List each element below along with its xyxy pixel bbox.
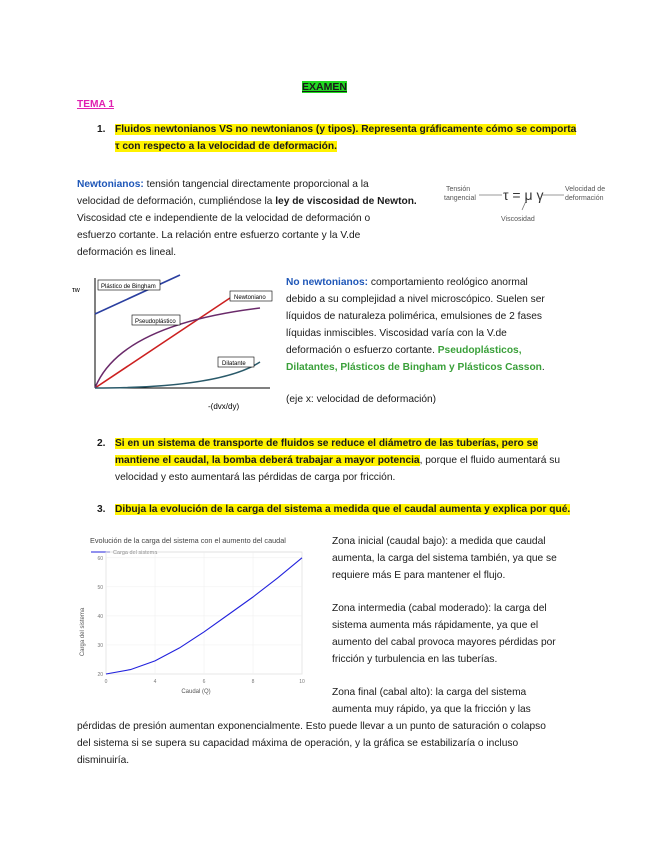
question-3: Dibuja la evolución de la carga del sistema a medida que el caudal aumenta y explica por qué.: [115, 504, 571, 515]
load-chart-title: Evolución de la carga del sistema con el aumento del caudal: [90, 536, 286, 545]
load-x-tick-label: 4: [153, 679, 157, 685]
load-x-tick-label: 8: [251, 679, 255, 685]
page-title: EXAMEN: [302, 81, 347, 93]
load-y-tick-label: 50: [97, 584, 103, 591]
question-2-number: 2.: [97, 438, 106, 449]
load-legend-label: Carga del sistema: [113, 550, 158, 556]
load-y-label: Carga del sistema: [80, 607, 86, 657]
question-3-number: 3.: [97, 504, 106, 515]
load-x-tick-label: 10: [299, 679, 305, 685]
section-heading: TEMA 1: [77, 99, 114, 110]
dilatant-label: Dilatante: [222, 361, 246, 367]
formula-left-label-2: tangencial: [444, 195, 476, 202]
question-1: [115, 121, 585, 155]
newtonian-label-box: Newtoniano: [234, 295, 266, 301]
newtonian-label: Newtonianos:: [77, 179, 144, 190]
newtonian-line: [95, 298, 230, 388]
formula-right-label-1: Velocidad de: [565, 186, 606, 193]
formula-right-label-2: deformación: [565, 195, 604, 202]
formula-below-label: Viscosidad: [501, 216, 535, 223]
load-y-tick-label: 30: [97, 642, 103, 649]
zone-final-start: Zona final (cabal alto): la carga del sistema aumenta muy rápido, ya que la fricción y las: [332, 687, 531, 715]
load-x-tick-label: 6: [202, 679, 206, 685]
non-newtonian-label: No newtonianos:: [286, 277, 369, 288]
load-x-label: Caudal (Q): [181, 689, 211, 695]
rheo-y-label: τw: [72, 287, 80, 294]
formula-equation: τ = μ γ: [503, 187, 544, 203]
load-y-tick-label: 20: [97, 672, 103, 678]
non-newtonian-paragraph: No newtonianos: comportamiento reológico anormal debido a su complejidad a nivel microscópico. Suelen ser líquidos de naturaleza polimérica, emulsiones de 2 fases líquidas inmiscibles. Viscosidad varía con la V.de deformación o esfuerzo cortante. Pseudoplásticos, Dilatantes, Plásticos de Bingham y Plásticos Casson.: [286, 277, 545, 373]
pseudoplastic-label: Pseudoplástico: [135, 319, 176, 325]
zone-intermediate: Zona intermedia (cabal moderado): la carga del sistema aumenta más rápidamente, ya que el aumento del cabal provoca mayores pérdidas por fricción y turbulencia en las tuberías.: [332, 603, 556, 665]
x-axis-note: (eje x: velocidad de deformación): [286, 394, 437, 405]
bingham-label: Plástico de Bingham: [101, 284, 156, 290]
formula-left-label-1: Tensión: [446, 186, 471, 193]
zone-initial: Zona inicial (caudal bajo): a medida que caudal aumenta, la carga del sistema también, ya que se requiere más E para mantener el flujo.: [332, 536, 557, 581]
question-1-line-2: τ con respecto a la velocidad de deformación.: [115, 141, 337, 152]
load-x-tick-label: 0: [104, 679, 108, 685]
question-1-line-1: Fluidos newtonianos VS no newtonianos (y tipos). Representa gráficamente cómo se comporta: [115, 124, 577, 135]
newtonian-paragraph: Newtonianos: tensión tangencial directamente proporcional a la velocidad de deformación, cumpliéndose la ley de viscosidad de Newton. Viscosidad cte e independiente de la velocidad de deformación o esfuerzo cortante. La relación entre esfuerzo cortante y la V.de deformación es lineal.: [77, 179, 417, 258]
load-y-tick-label: 60: [97, 555, 103, 562]
rheo-x-label: -(dvx/dy): [208, 402, 240, 411]
rheology-chart: [70, 270, 275, 415]
load-y-tick-label: 40: [97, 613, 103, 620]
zone-final-continued: pérdidas de presión aumentan exponencialmente. Esto puede llevar a un punto de saturación o colapso del sistema si se supera su capacidad máxima de operación, y la gráfica se estabilizaría o incluso disminuiría.: [77, 721, 546, 766]
question-2: Si en un sistema de transporte de fluidos se reduce el diámetro de las tuberías, pero se mantiene el caudal, la bomba deberá trabajar a mayor potencia, porque el fluido aumentará su velocidad y esto aumentará las pérdidas de carga por fricción.: [115, 438, 561, 483]
system-load-chart: [78, 532, 328, 697]
newton-law-formula: [442, 182, 612, 227]
question-1-number: 1.: [97, 124, 106, 135]
